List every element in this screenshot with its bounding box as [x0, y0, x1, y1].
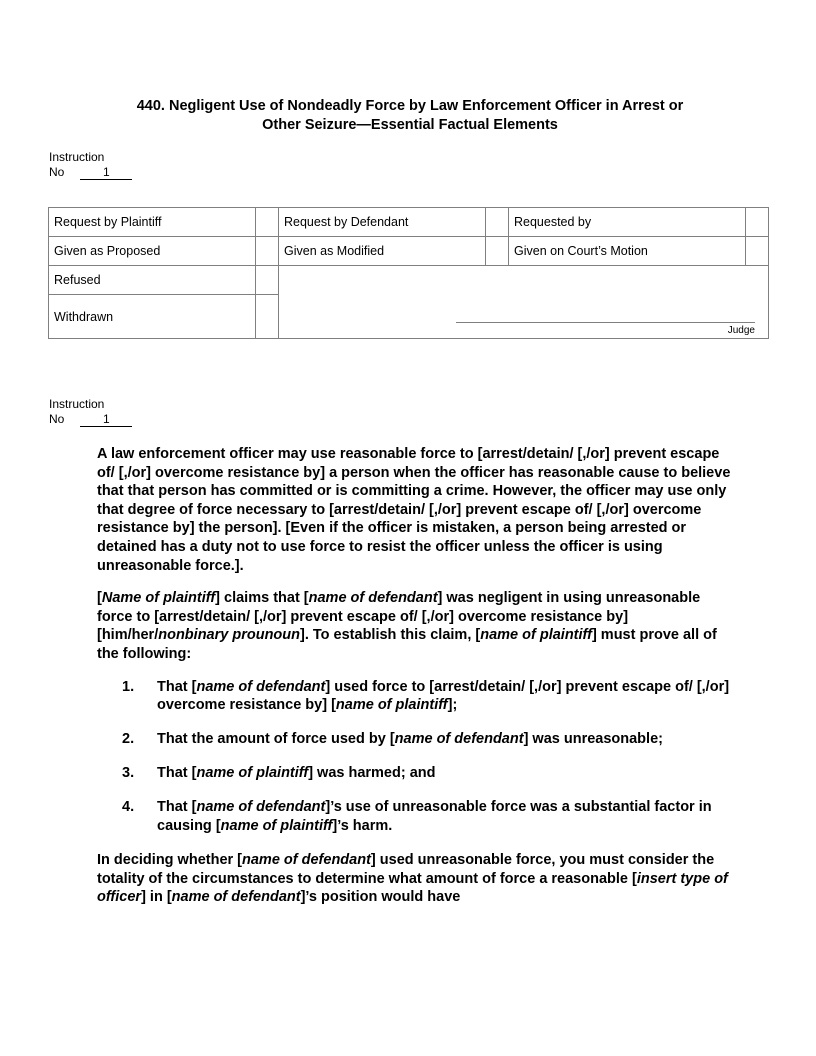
given-on-courts-motion-checkbox[interactable] [746, 237, 769, 266]
instruction-label: Instruction [49, 150, 105, 164]
elements-list [122, 678, 737, 836]
list-item-number: 4. [122, 799, 135, 816]
list-item-number: 2. [122, 731, 135, 748]
given-as-modified-checkbox[interactable] [486, 237, 509, 266]
instruction-number-field: 1 [80, 413, 132, 427]
instruction-body [97, 445, 737, 921]
page-title [60, 97, 760, 135]
list-item [122, 730, 737, 749]
request-by-defendant-label: Request by Defendant [279, 208, 486, 237]
given-as-proposed-label: Given as Proposed [49, 237, 256, 266]
paragraph-totality: In deciding whether [name of defendant] used unreasonable force, you must consider the totality of the circumstances to determine what amount of force a reasonable [insert type of officer] in [name of defendant]’s position would have [97, 852, 728, 906]
given-as-proposed-checkbox[interactable] [256, 237, 279, 266]
list-item [122, 678, 737, 715]
withdrawn-checkbox[interactable] [256, 295, 279, 339]
withdrawn-label: Withdrawn [49, 295, 256, 339]
list-item-text: That [name of defendant]’s use of unreasonable force was a substantial factor in causing [name of plaintiff]’s harm. [157, 799, 712, 834]
refused-checkbox[interactable] [256, 266, 279, 295]
instruction-number-top [49, 150, 132, 180]
title-line-1: 440. Negligent Use of Nondeadly Force by Law Enforcement Officer in Arrest or [136, 98, 684, 114]
list-item-number: 3. [122, 765, 135, 782]
request-by-plaintiff-label: Request by Plaintiff [49, 208, 256, 237]
request-by-defendant-checkbox[interactable] [486, 208, 509, 237]
requested-by-label: Requested by [509, 208, 746, 237]
list-item [122, 764, 737, 783]
given-on-courts-motion-label: Given on Court’s Motion [509, 237, 746, 266]
list-item-text: That [name of defendant] used force to [arrest/detain/ [,/or] prevent escape of/ [,/or] overcome resistance by] [name of plaintiff]; [157, 678, 730, 714]
request-by-plaintiff-checkbox[interactable] [256, 208, 279, 237]
requested-by-checkbox[interactable] [746, 208, 769, 237]
paragraph-claim: [Name of plaintiff] claims that [name of defendant] was negligent in using unreasonable force to [arrest/detain/ [,/or] prevent escape of/ [,/or] overcome resistance by] [him/her/nonbinary prounoun]. To establish this claim, [name of plaintiff] must prove all of the following: [97, 590, 717, 662]
instruction-number-bottom [49, 397, 132, 427]
judge-signature-line[interactable] [456, 322, 755, 323]
list-item-text: That [name of plaintiff] was harmed; and [157, 765, 436, 782]
list-item [122, 798, 737, 835]
given-as-modified-label: Given as Modified [279, 237, 486, 266]
title-line-2: Other Seizure—Essential Factual Elements [262, 117, 558, 133]
list-item-text: That the amount of force used by [name of defendant] was unreasonable; [157, 731, 663, 748]
instruction-number-field: 1 [80, 166, 132, 180]
no-label: No [49, 164, 65, 179]
list-item-number: 1. [122, 678, 135, 695]
instruction-label: Instruction [49, 397, 105, 411]
request-table [48, 207, 769, 339]
refused-label: Refused [49, 266, 256, 295]
judge-signature-area [279, 266, 769, 339]
judge-label: Judge [727, 325, 755, 336]
no-label: No [49, 411, 65, 426]
paragraph-reasonable-force: A law enforcement officer may use reasonable force to [arrest/detain/ [,/or] prevent escape of/ [,/or] overcome resistance by] a person when the officer has reasonable cause to believe that that person has committed or is committing a crime. However, the officer may use only that degree of force necessary to [arrest/detain/ [,/or] prevent escape of/ [,/or] overcome resistance by] the person]. [Even if the officer is mistaken, a person being arrested or detained has a duty not to use force to resist the officer unless the officer is using unreasonable force.]. [97, 446, 731, 574]
